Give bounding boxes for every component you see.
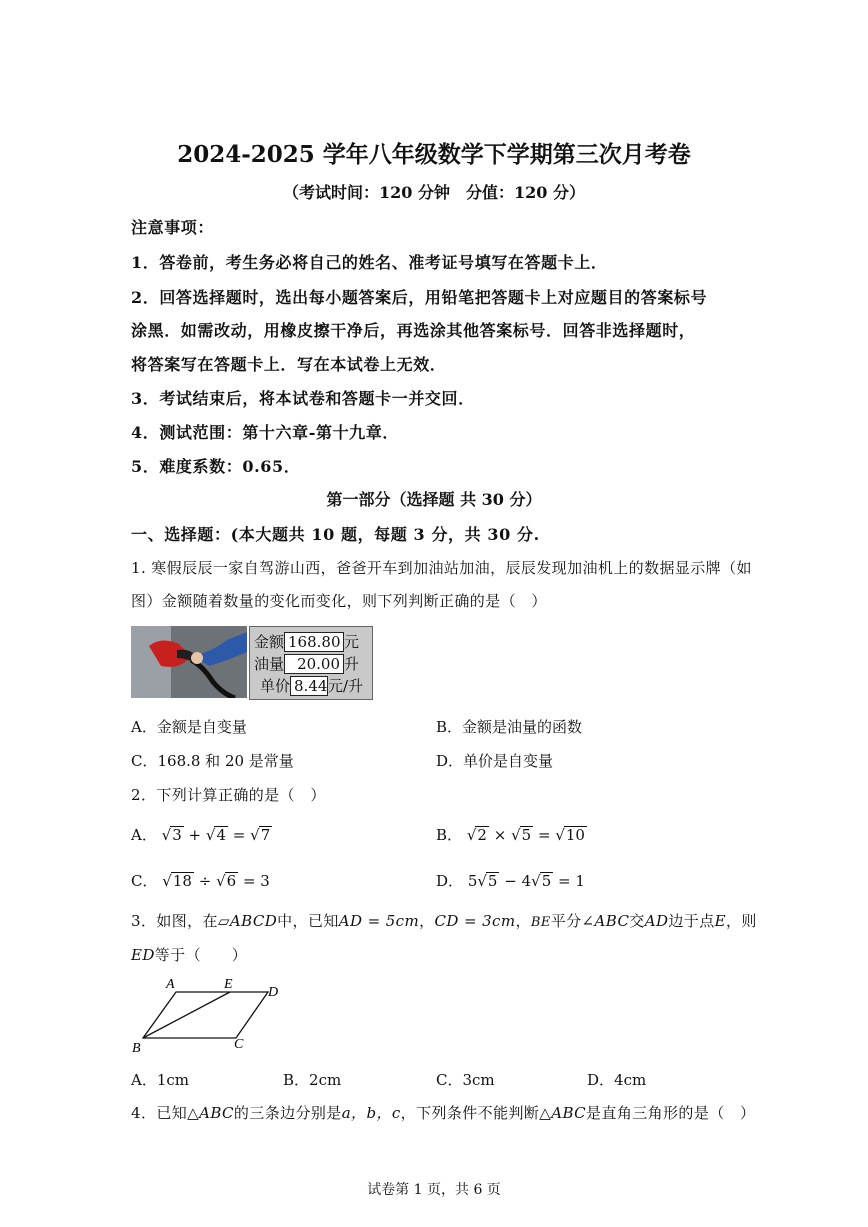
page-footer: 试卷第 1 页，共 6 页: [367, 1182, 501, 1198]
text: 的三条边分别是: [233, 1104, 342, 1122]
note-line: 5．难度系数：0.65．: [131, 457, 301, 476]
sqrt-sign: √: [477, 872, 487, 890]
note-line: 4．测试范围：第十六章-第十九章．: [131, 423, 399, 442]
note-line: 涂黑．如需改动，用橡皮擦干净后，再选涂其他答案标号．回答非选择题时，: [131, 321, 696, 340]
part-heading: 一、选择题：(本大题共 10 题，每题 3 分，共 30 分.: [131, 525, 540, 544]
radicand: 5: [521, 826, 532, 844]
operator: =: [232, 826, 246, 844]
label-e: E: [224, 977, 233, 992]
bisector-be: [143, 992, 230, 1038]
point-e: E: [714, 912, 726, 930]
note-line: 2．回答选择题时，选出每小题答案后，用铅笔把答题卡上对应题目的答案标号: [131, 288, 708, 307]
label-b: B: [132, 1041, 141, 1056]
triangle-abc: △ABC: [187, 1104, 234, 1122]
radicand: 6: [226, 872, 237, 890]
sqrt-sign: √: [250, 826, 260, 844]
parallelogram-figure: [128, 974, 288, 1058]
radicand: 3: [172, 826, 182, 844]
radicand: 5: [541, 872, 552, 890]
exam-title: 2024-2025 学年八年级数学下学期第三次月考卷: [177, 141, 691, 168]
exam-subtitle: （考试时间：120 分钟 分值：120 分）: [283, 183, 585, 202]
amount-label: 金额: [254, 633, 285, 651]
sqrt-sign: √: [511, 826, 521, 844]
q3-option-b: B．2cm: [283, 1071, 342, 1089]
radicand: 2: [477, 826, 487, 844]
price-unit: 元/升: [328, 677, 364, 695]
coefficient: 5: [467, 872, 478, 890]
operator: ×: [493, 826, 507, 844]
result: = 3: [242, 872, 270, 890]
sqrt-sign: √: [466, 826, 477, 844]
sqrt-sign: √: [216, 872, 226, 890]
note-line: 3．考试结束后，将本试卷和答题卡一并交回．: [131, 389, 475, 408]
q1-option-d: D．单价是自变量: [436, 752, 554, 770]
q2-stem: 2．下列计算正确的是（ ）: [131, 786, 326, 804]
radicand: 7: [260, 826, 271, 844]
text: 等于（ ）: [154, 946, 248, 964]
option-label: C．: [131, 872, 158, 890]
text: ，: [419, 912, 435, 930]
amount-value: 168.80: [284, 632, 344, 652]
note-line: 将答案写在答题卡上．写在本试卷上无效．: [131, 355, 447, 374]
q1-option-c: C．168.8 和 20 是常量: [131, 752, 294, 770]
operator: − 4: [504, 872, 532, 890]
q3-stem-line1: [131, 910, 757, 931]
parallelogram-shape: [143, 992, 268, 1038]
amount-unit: 元: [344, 633, 360, 651]
pump-display-panel: [249, 626, 373, 700]
text: 是直角三角形的是（ ）: [586, 1104, 756, 1122]
option-label: A．: [131, 826, 157, 844]
segment-ed: ED: [131, 946, 155, 964]
text: 4．已知: [131, 1104, 188, 1122]
q2-option-d: [436, 870, 585, 891]
volume-unit: 升: [344, 655, 360, 673]
sqrt-sign: √: [161, 826, 172, 844]
angle-abc: ∠ABC: [581, 912, 630, 930]
volume-value: 20.00: [284, 654, 344, 674]
note-line: 1．答卷前，考生务必将自己的姓名、准考证号填写在答题卡上．: [131, 253, 608, 272]
sqrt-sign: √: [555, 826, 565, 844]
q3-option-a: A．1cm: [131, 1071, 190, 1089]
q3-option-c: C．3cm: [436, 1071, 495, 1089]
q1-stem-line1: 1. 寒假辰辰一家自驾游山西，爸爸开车到加油站加油，辰辰发现加油机上的数据显示牌（如: [131, 559, 752, 577]
section-title: 第一部分（选择题 共 30 分）: [326, 490, 542, 509]
segment-ad: AD: [644, 912, 669, 930]
option-label: D．: [436, 872, 464, 890]
radicand: 5: [487, 872, 498, 890]
q1-option-a: A．金额是自变量: [131, 718, 247, 736]
length-cd: CD = 3cm: [434, 912, 516, 930]
radicand: 4: [216, 826, 226, 844]
q1-stem-line2: 图）金额随着数量的变化而变化，则下列判断正确的是（ ）: [131, 592, 547, 610]
text: 交: [629, 912, 645, 930]
text: 平分: [550, 912, 582, 930]
length-ad: AD = 5cm: [338, 912, 420, 930]
parallelogram-symbol: ▱ABCD: [217, 912, 278, 930]
sqrt-sign: √: [205, 826, 216, 844]
result: = 1: [558, 872, 585, 890]
notes-heading: 注意事项：: [131, 218, 215, 237]
sides-abc: a，b，c: [341, 1104, 401, 1122]
q2-option-a: [131, 824, 272, 845]
q4-stem: [131, 1102, 755, 1123]
sqrt-sign: √: [162, 872, 172, 890]
option-label: B．: [436, 826, 463, 844]
operator: =: [537, 826, 551, 844]
operator: +: [188, 826, 202, 844]
radicand: 10: [565, 826, 585, 844]
label-c: C: [234, 1037, 244, 1052]
text: 中，已知: [277, 912, 339, 930]
q2-option-b: [436, 824, 587, 845]
text: 3．如图，在: [131, 912, 218, 930]
price-value: 8.44: [290, 676, 328, 696]
volume-label: 油量: [254, 655, 285, 673]
text: ，则: [725, 912, 757, 930]
label-d: D: [268, 985, 279, 1000]
radicand: 18: [172, 872, 192, 890]
fuel-nozzle-photo: [131, 626, 247, 698]
segment-be: BE: [530, 915, 551, 930]
q3-stem-line2: [131, 944, 247, 965]
q2-option-c: [131, 870, 270, 891]
sqrt-sign: √: [531, 872, 541, 890]
operator: ÷: [198, 872, 212, 890]
text: ，下列条件不能判断: [400, 1104, 540, 1122]
q3-option-d: D．4cm: [587, 1071, 647, 1089]
price-label: 单价: [260, 677, 291, 695]
text: ，: [515, 912, 531, 930]
label-a: A: [166, 977, 175, 992]
text: 边于点: [668, 912, 715, 930]
triangle-abc: △ABC: [539, 1104, 587, 1122]
q1-option-b: B．金额是油量的函数: [436, 718, 583, 736]
